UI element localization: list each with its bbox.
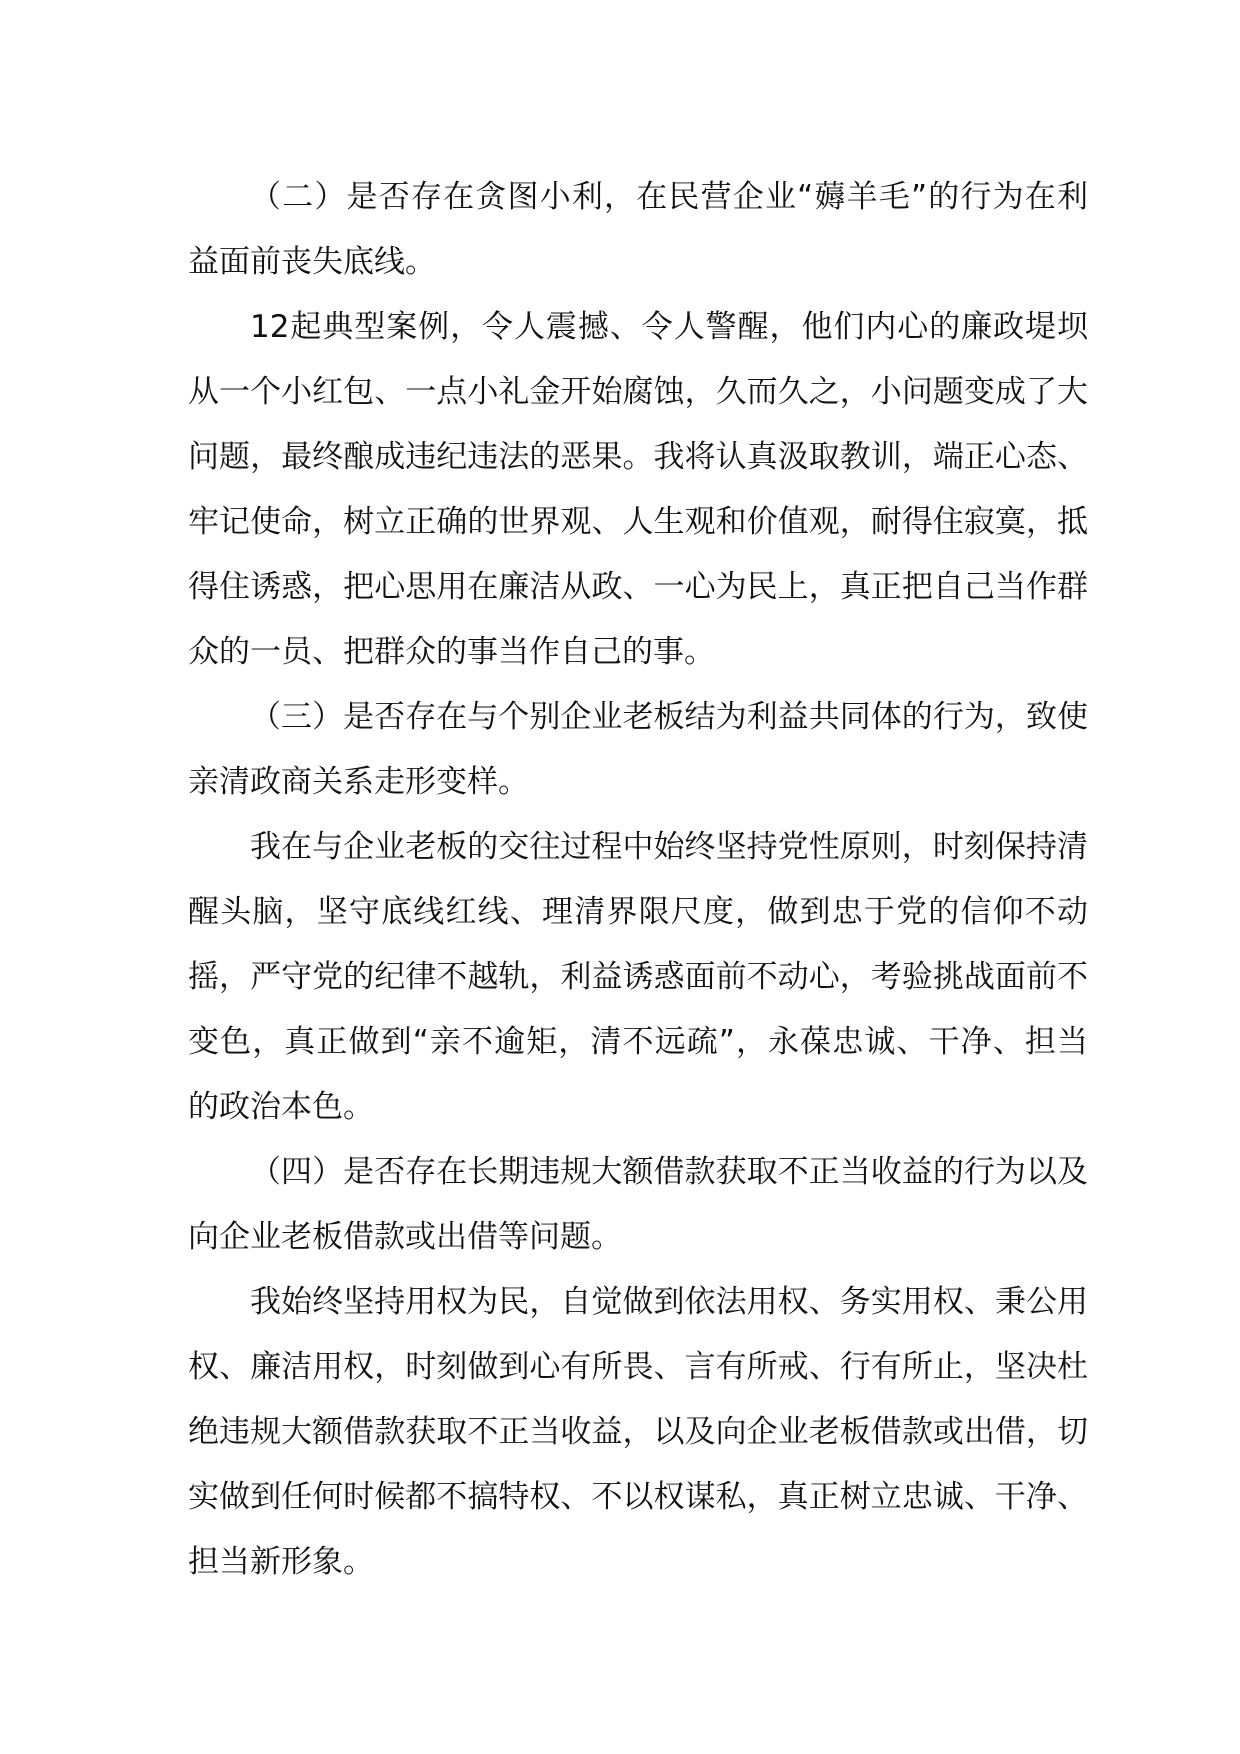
section-heading-two: （二）是否存在贪图小利，在民营企业“薅羊毛”的行为在利益面前丧失底线。 xyxy=(188,179,1088,280)
body-paragraph: 我在与企业老板的交往过程中始终坚持党性原则，时刻保持清醒头脑，坚守底线红线、理清界限尺度，做到忠于党的信仰不动摇，严守党的纪律不越轨，利益诱惑面前不动心，考验挑战面前不变色，真正做到“亲不逾矩，清不远疏”，永葆忠诚、干净、担当的政治本色。 xyxy=(188,829,1088,1125)
section-heading-three: （三）是否存在与个别企业老板结为利益共同体的行为，致使亲清政商关系走形变样。 xyxy=(188,699,1088,800)
document-body xyxy=(188,165,1088,1595)
body-paragraph: 我始终坚持用权为民，自觉做到依法用权、务实用权、秉公用权、廉洁用权，时刻做到心有所畏、言有所戒、行有所止，坚决杜绝违规大额借款获取不正当收益，以及向企业老板借款或出借，切实做到任何时候都不搞特权、不以权谋私，真正树立忠诚、干净、担当新形象。 xyxy=(188,1284,1088,1580)
section-heading-four: （四）是否存在长期违规大额借款获取不正当收益的行为以及向企业老板借款或出借等问题。 xyxy=(188,1154,1088,1255)
body-paragraph: 12起典型案例，令人震撼、令人警醒，他们内心的廉政堤坝从一个小红包、一点小礼金开始腐蚀，久而久之，小问题变成了大问题，最终酿成违纪违法的恶果。我将认真汲取教训，端正心态、牢记使命，树立正确的世界观、人生观和价值观，耐得住寂寞，抵得住诱惑，把心思用在廉洁从政、一心为民上，真正把自己当作群众的一员、把群众的事当作自己的事。 xyxy=(188,309,1088,670)
